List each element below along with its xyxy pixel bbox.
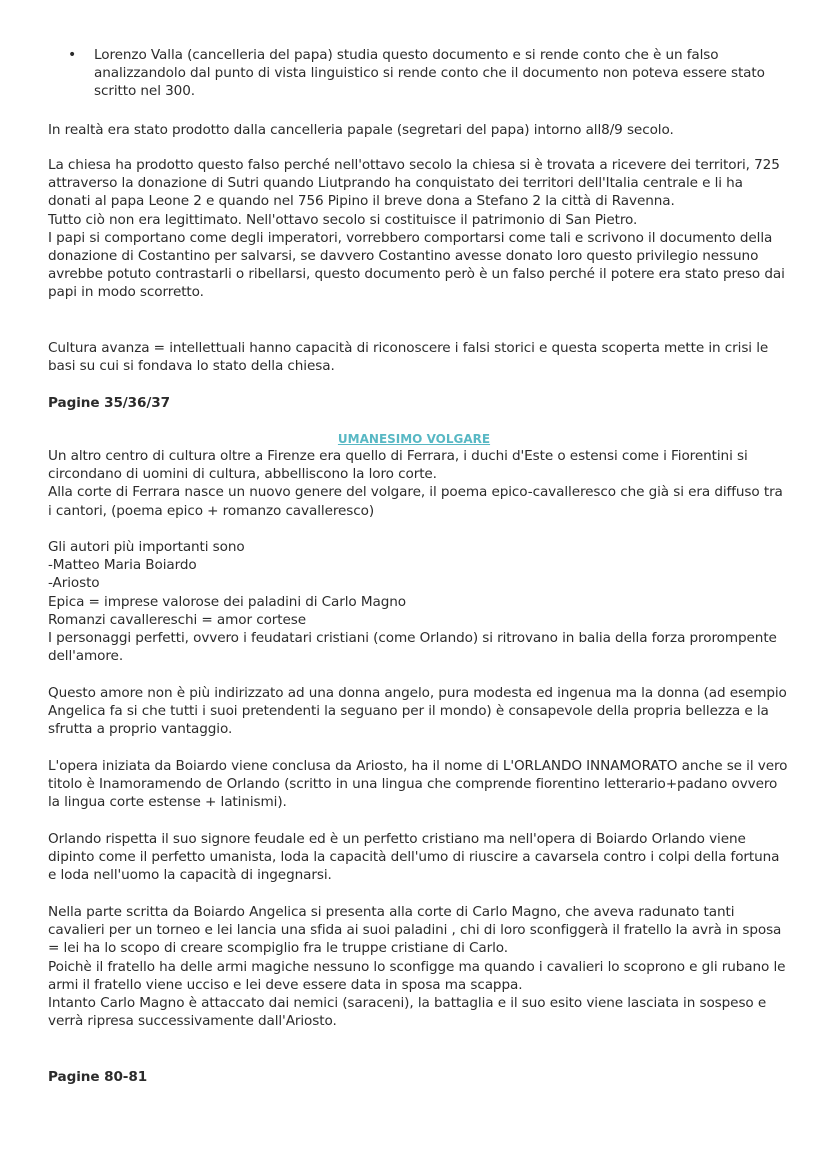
authors-list: Gli autori più importanti sono -Matteo Maria Boiardo -Ariosto Epica = imprese valorose dei paladini di Carlo Magno Romanzi cavallereschi = amor cortese I personaggi perfetti, ovvero i feudatari cristiani (come Orlando) si ritrovano in balia della forza prorompente dell'amore. xyxy=(48,539,777,665)
pages-reference-2: Pagine 80-81 xyxy=(48,1069,148,1085)
paragraph-angelica: Nella parte scritta da Boiardo Angelica si presenta alla corte di Carlo Magno, che aveva radunato tanti cavalieri per un torneo e lei lancia una sfida ai suoi paladini , chi di loro sconfiggerà il fratello la avrà in sposa = lei ha lo scopo di creare scompiglio fra le truppe cristiane di Carlo. Poichè il fratello ha delle armi magiche nessuno lo sconfigge ma quando i cavalieri lo scoprono e gli rubano le armi il fratello viene ucciso e lei deve essere data in sposa ma scappa. Intanto Carlo Magno è attaccato dai nemici (saraceni), la battaglia e il suo esito viene lasciata in sospeso e verrà ripresa successivamente dall'Ariosto. xyxy=(48,904,786,1030)
paragraph-ferrara: Un altro centro di cultura oltre a Firenze era quello di Ferrara, i duchi d'Este o estensi come i Fiorentini si circondano di uomini di cultura, abbelliscono la loro corte. Alla corte di Ferrara nasce un nuovo genere del volgare, il poema epico-cavalleresco che già si era diffuso tra i cantori, (poema epico + romanzo cavalleresco) xyxy=(48,448,783,519)
paragraph-orlando-innamorato: L'opera iniziata da Boiardo viene conclusa da Ariosto, ha il nome di L'ORLANDO INNAMORATO anche se il vero titolo è Inamoramendo de Orlando (scritto in una lingua che comprende fiorentino letterario+padano ovvero la lingua corte estense + latinismi). xyxy=(48,758,788,811)
paragraph-orlando-umanista: Orlando rispetta il suo signore feudale ed è un perfetto cristiano ma nell'opera di Boiardo Orlando viene dipinto come il perfetto umanista, loda la capacità dell'umo di riuscire a cavarsela contro i colpi della fortuna e loda nell'uomo la capacità di ingegnarsi. xyxy=(48,831,780,884)
paragraph-cultura: Cultura avanza = intellettuali hanno capacità di riconoscere i falsi storici e questa scoperta mette in crisi le basi su cui si fondava lo stato della chiesa. xyxy=(48,340,769,375)
pages-reference-1: Pagine 35/36/37 xyxy=(48,395,170,411)
paragraph-cancelleria: In realtà era stato prodotto dalla cancelleria papale (segretari del papa) intorno all8/9 secolo. xyxy=(48,122,674,138)
paragraph-amore: Questo amore non è più indirizzato ad una donna angelo, pura modesta ed ingenua ma la donna (ad esempio Angelica fa si che tutti i suoi pretendenti la seguano per il mondo) è consapevole della propria bellezza e la sfrutta a proprio vantaggio. xyxy=(48,685,787,738)
bullet-text: Lorenzo Valla (cancelleria del papa) studia questo documento e si rende conto che è un falso analizzandolo dal punto di vista linguistico si rende conto che il documento non poteva essere stato scritto nel 300. xyxy=(94,47,765,100)
paragraph-donazione: La chiesa ha prodotto questo falso perché nell'ottavo secolo la chiesa si è trovata a ricevere dei territori, 725 attraverso la donazione di Sutri quando Liutprando ha conquistato dei territori dell'Italia centrale e li ha donati al papa Leone 2 e quando nel 756 Pipino il breve dona a Stefano 2 la città di Ravenna. Tutto ciò non era legittimato. Nell'ottavo secolo si costituisce il patrimonio di San Pietro. I papi si comportano come degli imperatori, vorrebbero comportarsi come tali e scrivono il documento della donazione di Costantino per salvarsi, se davvero Costantino avesse donato loro questo privilegio nessuno avrebbe potuto contrastarli o ribellarsi, questo documento però è un falso perché il potere era stato preso dai papi in modo scorretto. xyxy=(48,157,785,301)
bullet-dot: • xyxy=(68,47,77,63)
section-title: UMANESIMO VOLGARE xyxy=(337,432,491,446)
